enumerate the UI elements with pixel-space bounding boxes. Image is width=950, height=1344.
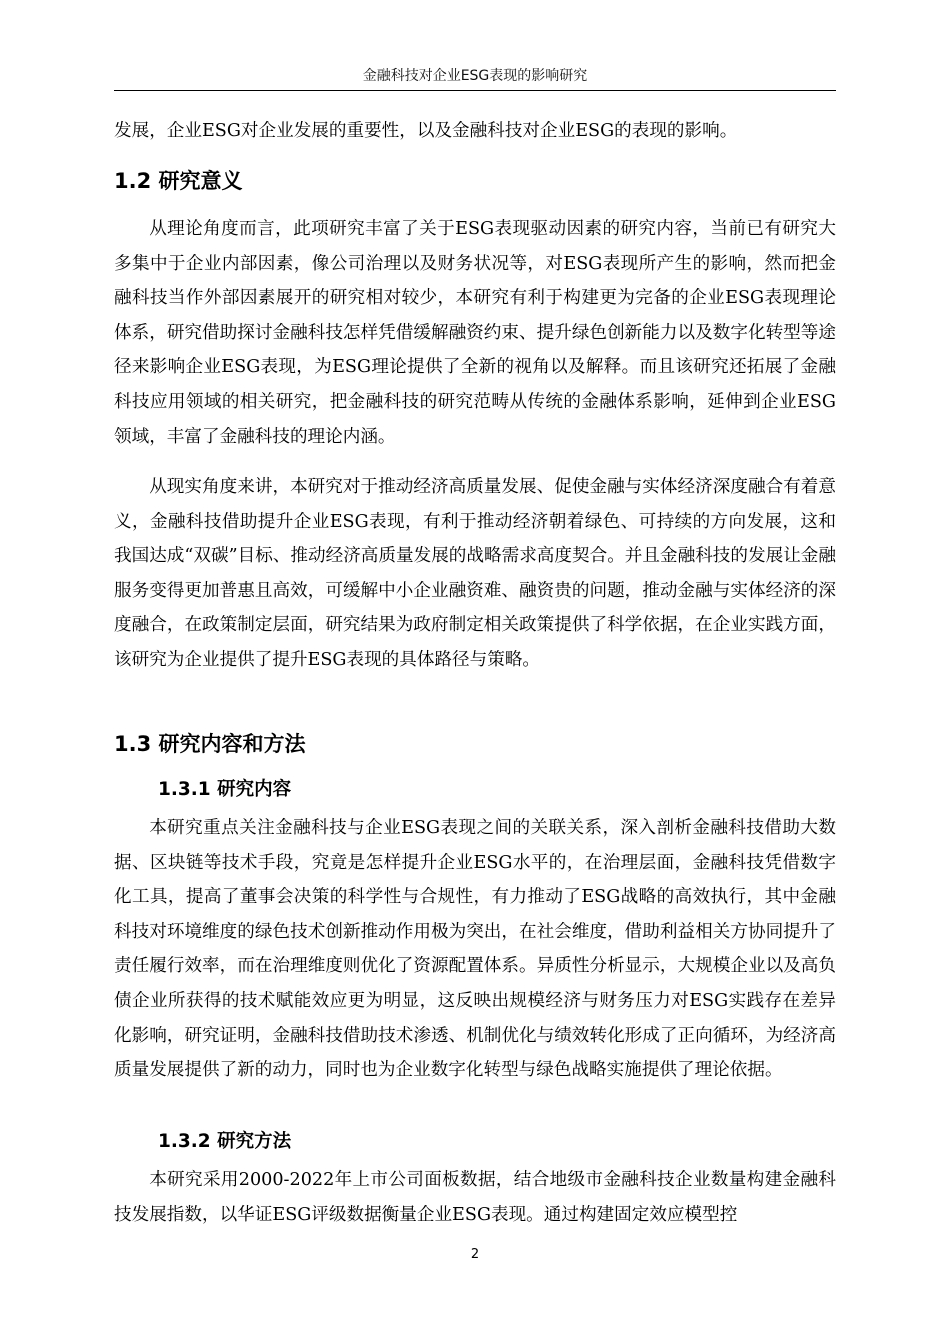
- subsection-heading-1-3-1: 1.3.1 研究内容: [158, 779, 292, 800]
- paragraph-research-method: 本研究采用2000-2022年上市公司面板数据，结合地级市金融科技企业数量构建金融科技发展指数，以华证ESG评级数据衡量企业ESG表现。通过构建固定效应模型控: [114, 1170, 836, 1225]
- section-heading-1-3: 1.3 研究内容和方法: [114, 732, 306, 756]
- header-rule: [114, 90, 836, 91]
- running-header: 金融科技对企业ESG表现的影响研究: [362, 68, 588, 84]
- paragraph-theoretical-significance: 从理论角度而言，此项研究丰富了关于ESG表现驱动因素的研究内容，当前已有研究大多集中于企业内部因素，像公司治理以及财务状况等，对ESG表现所产生的影响，然而把金融科技当作外部因素展开的研究相对较少，本研究有利于构建更为完备的企业ESG表现理论体系，研究借助探讨金融科技怎样凭借缓解融资约束、提升绿色创新能力以及数字化转型等途径来影响企业ESG表现，为ESG理论提供了全新的视角以及解释。而且该研究还拓展了金融科技应用领域的相关研究，把金融科技的研究范畴从传统的金融体系影响，延伸到企业ESG领域，丰富了金融科技的理论内涵。: [114, 219, 836, 447]
- paragraph-practical-significance: 从现实角度来讲，本研究对于推动经济高质量发展、促使金融与实体经济深度融合有着意义，金融科技借助提升企业ESG表现，有利于推动经济朝着绿色、可持续的方向发展，这和我国达成“双碳”目标、推动经济高质量发展的战略需求高度契合。并且金融科技的发展让金融服务变得更加普惠且高效，可缓解中小企业融资难、融资贵的问题，推动金融与实体经济的深度融合，在政策制定层面，研究结果为政府制定相关政策提供了科学依据，在企业实践方面，该研究为企业提供了提升ESG表现的具体路径与策略。: [114, 477, 836, 670]
- page-number: 2: [470, 1247, 480, 1262]
- paragraph-research-content: 本研究重点关注金融科技与企业ESG表现之间的关联关系，深入剖析金融科技借助大数据、区块链等技术手段，究竟是怎样提升企业ESG水平的，在治理层面，金融科技凭借数字化工具，提高了董事会决策的科学性与合规性，有力推动了ESG战略的高效执行，其中金融科技对环境维度的绿色技术创新推动作用极为突出，在社会维度，借助利益相关方协同提升了责任履行效率，而在治理维度则优化了资源配置体系。异质性分析显示，大规模企业以及高负债企业所获得的技术赋能效应更为明显，这反映出规模经济与财务压力对ESG实践存在差异化影响，研究证明，金融科技借助技术渗透、机制优化与绩效转化形成了正向循环，为经济高质量发展提供了新的动力，同时也为企业数字化转型与绿色战略实施提供了理论依据。: [114, 818, 836, 1081]
- continuation-paragraph: 发展，企业ESG对企业发展的重要性，以及金融科技对企业ESG的表现的影响。: [114, 121, 738, 141]
- subsection-heading-1-3-2: 1.3.2 研究方法: [158, 1131, 292, 1152]
- section-heading-1-2: 1.2 研究意义: [114, 169, 243, 193]
